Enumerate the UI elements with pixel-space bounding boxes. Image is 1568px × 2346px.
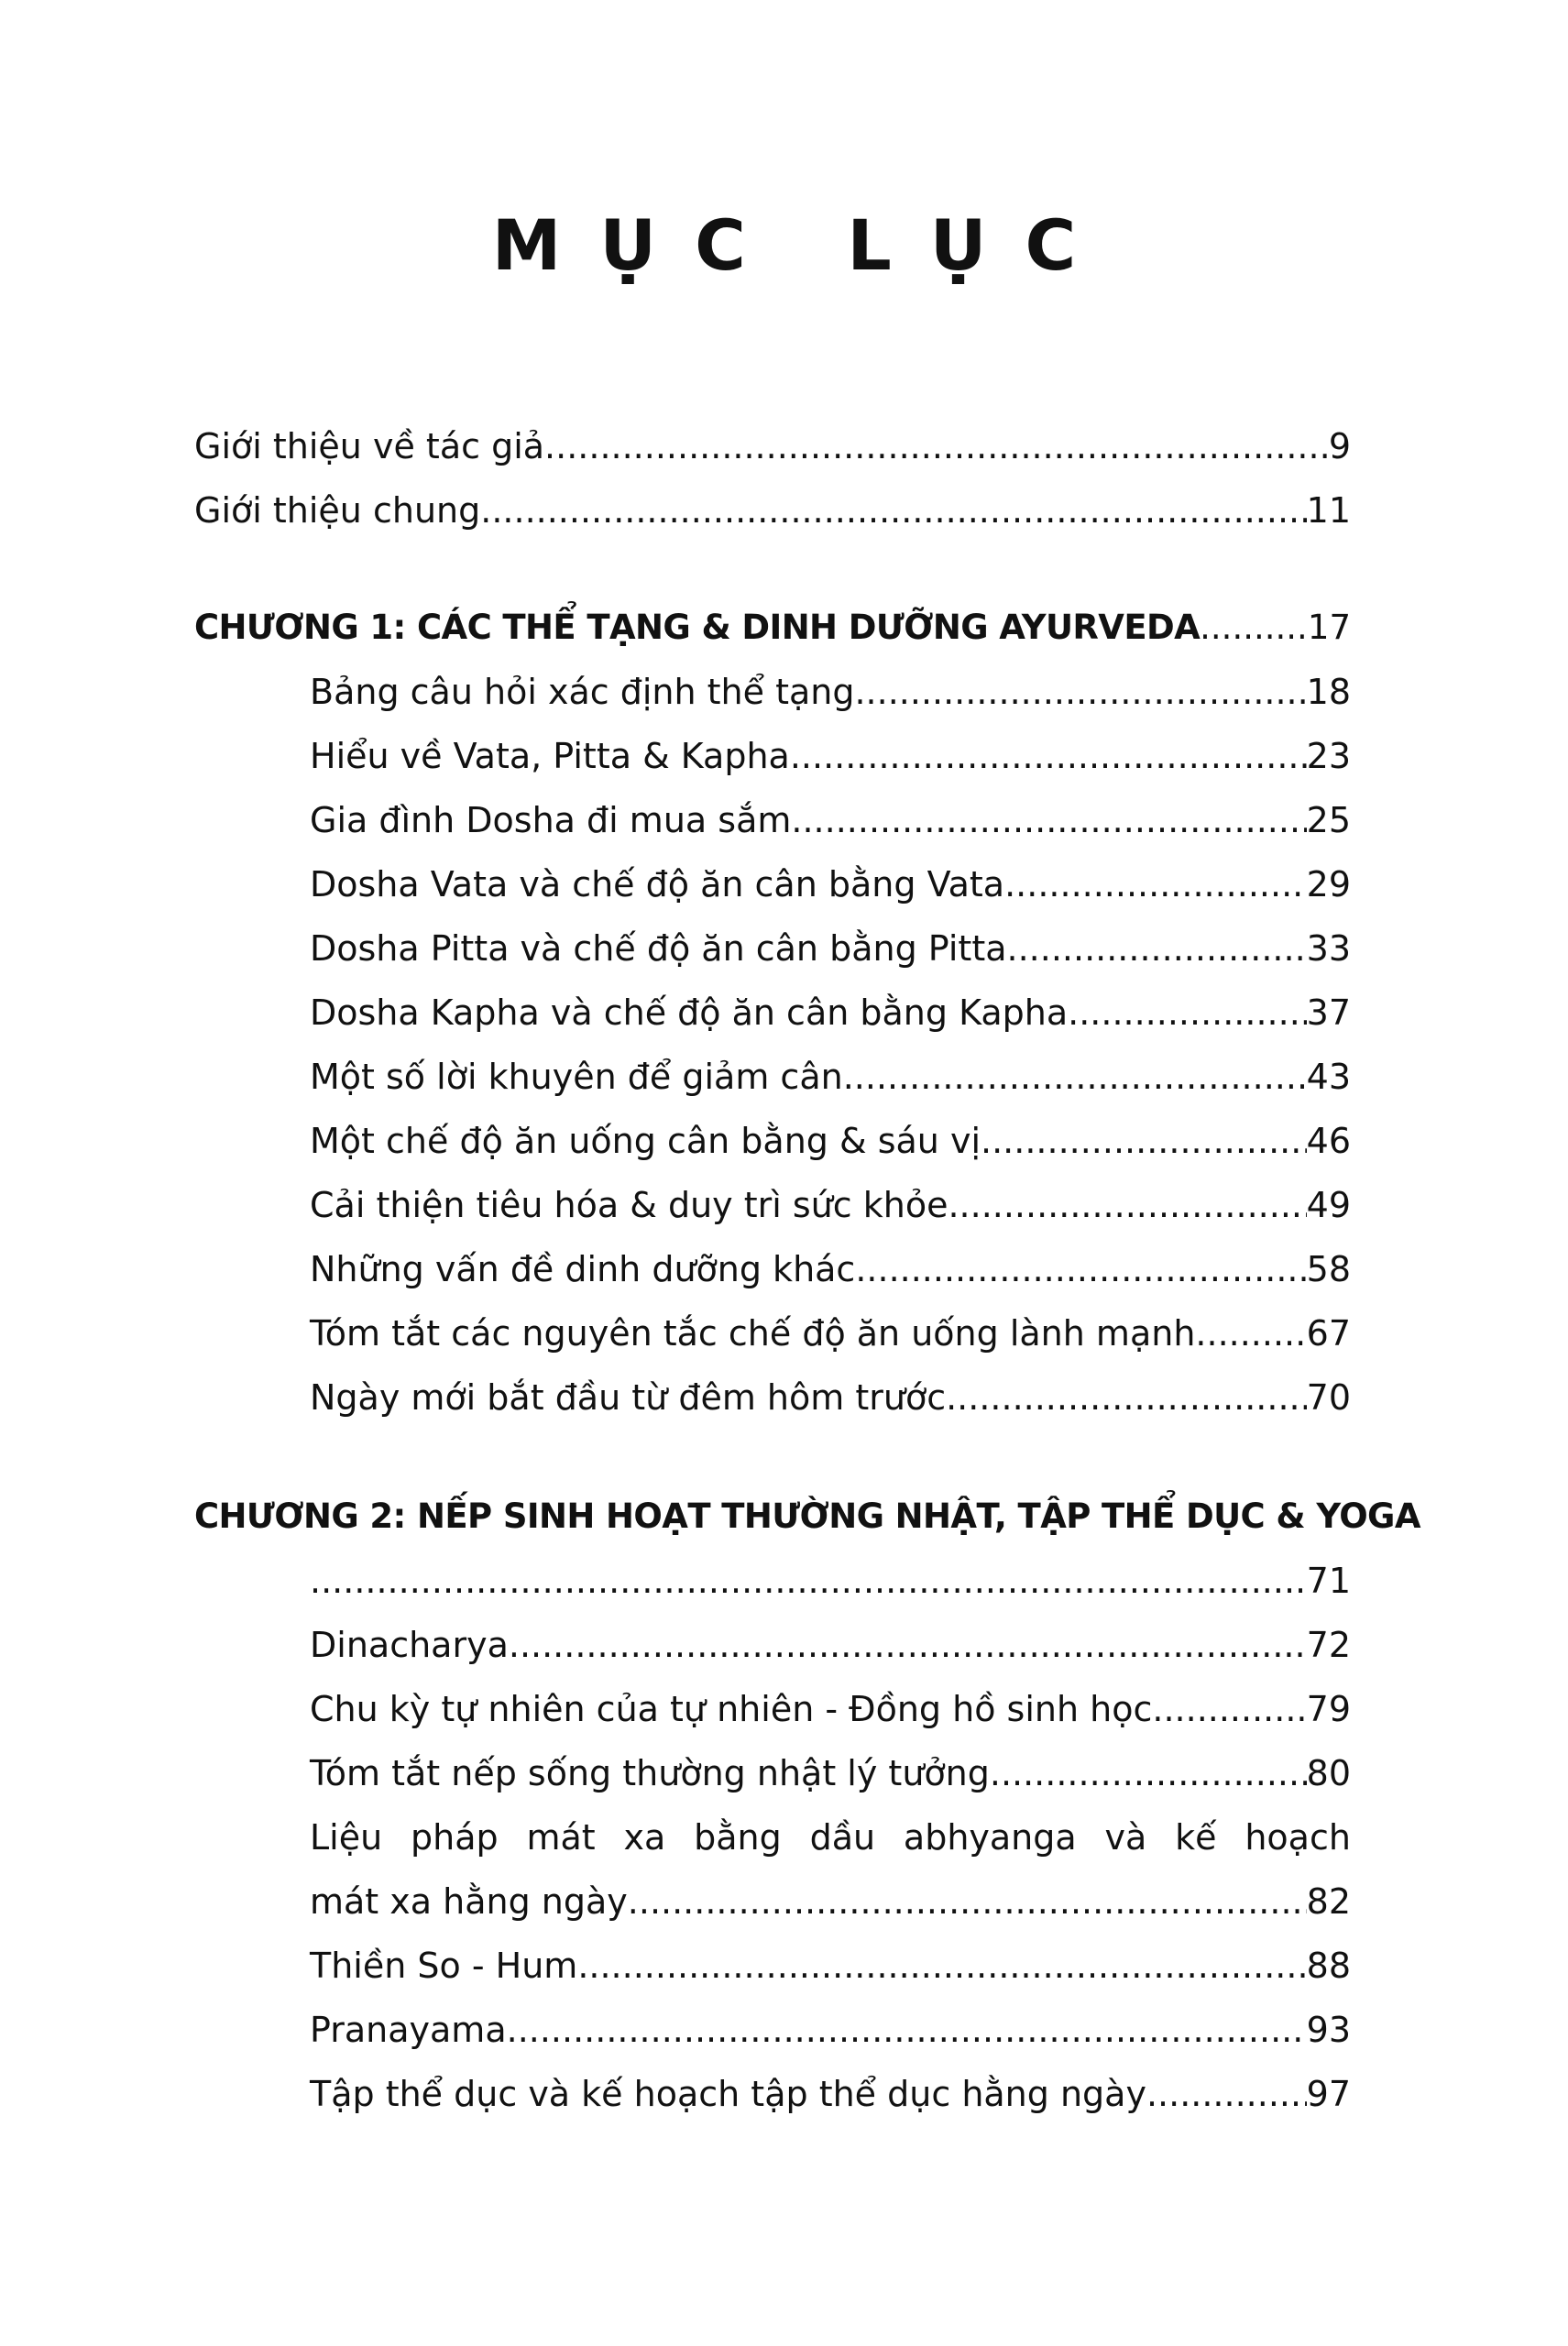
dot-leader [948,1184,1306,1226]
chapter-page: 71 [1306,1561,1351,1601]
dot-leader [1007,927,1307,970]
dot-leader [1195,1312,1306,1354]
dot-leader [628,1880,1307,1923]
toc-entry-page: 37 [1306,992,1351,1033]
toc-entry-label: Tóm tắt các nguyên tắc chế độ ăn uống lành mạnh [310,1313,1196,1354]
dot-leader [1146,2073,1307,2115]
toc-entry-page: 82 [1306,1881,1351,1922]
toc-entry-wrapped-line-2[interactable] [194,1858,1351,1923]
toc-entry-label: Những vấn đề dinh dưỡng khác [310,1249,856,1289]
dot-leader [544,425,1329,467]
word: abhyanga [903,1817,1077,1858]
dot-leader [990,1752,1307,1794]
dot-leader [480,489,1306,532]
toc-entry[interactable] [194,841,1351,905]
toc-entry-page: 70 [1306,1377,1351,1418]
toc-entry-page: 93 [1306,2010,1351,2050]
toc-entry[interactable] [194,1226,1351,1290]
toc-entry-label: Dinacharya [310,1625,509,1665]
word: và [1104,1817,1147,1858]
toc-entry-label: Thiền So - Hum [310,1946,578,1986]
dot-leader [843,1056,1307,1098]
dot-leader [1152,1688,1306,1730]
toc-entry-label: mát xa hằng ngày [310,1881,628,1922]
toc-entry[interactable] [194,467,1351,532]
toc-entry-page: 46 [1306,1121,1351,1161]
page-title: MỤC LỤC [491,204,1115,286]
toc-entry[interactable] [194,1602,1351,1666]
toc-entry[interactable] [194,1290,1351,1354]
toc-entry[interactable] [194,970,1351,1034]
dot-leader [790,735,1307,777]
toc-entry-page: 23 [1306,736,1351,776]
toc-entry-page: 33 [1306,928,1351,969]
dot-leader [1068,992,1307,1034]
dot-leader [855,1248,1306,1290]
toc-entry-label: Giới thiệu về tác giả [194,426,545,466]
chapter-title: CHƯƠNG 2: NẾP SINH HOẠT THƯỜNG NHẬT, TẬP THỂ DỤC & YOGA [194,1496,1420,1536]
toc-entry-label: Hiểu về Vata, Pitta & Kapha [310,736,790,776]
wrapped-label-line-1 [310,1794,1351,1858]
toc-entry-page: 29 [1306,864,1351,904]
toc-entry[interactable] [194,403,1351,467]
chapter-2-page-line[interactable] [194,1538,1351,1602]
toc-entry-label: Gia đình Dosha đi mua sắm [310,800,792,840]
toc-entry[interactable] [194,2051,1351,2115]
toc-entry-label: Chu kỳ tự nhiên của tự nhiên - Đồng hồ sinh học [310,1689,1153,1729]
toc-entry-page: 58 [1306,1249,1351,1289]
word: hoạch [1245,1817,1351,1858]
toc-entry-page: 18 [1306,672,1351,712]
toc-entry-page: 9 [1328,426,1351,466]
toc-entry-label: Giới thiệu chung [194,490,481,531]
toc-entry-label: Ngày mới bắt đầu từ đêm hôm trước [310,1377,947,1418]
toc-entry[interactable] [194,1162,1351,1226]
table-of-contents [194,403,1420,2115]
dot-leader [1004,863,1307,905]
dot-leader [507,2009,1307,2051]
toc-entry[interactable] [194,1098,1351,1162]
toc-entry-page: 11 [1306,490,1351,531]
toc-entry[interactable] [194,905,1351,970]
toc-entry-page: 80 [1306,1753,1351,1793]
word: bằng [694,1817,782,1858]
word: mát [526,1817,596,1858]
dot-leader [577,1945,1306,1987]
dot-leader [981,1120,1307,1162]
toc-entry-page: 25 [1306,800,1351,840]
toc-entry[interactable] [194,1354,1351,1419]
chapter-2-heading[interactable] [194,1474,1420,1538]
toc-entry-page: 67 [1306,1313,1351,1354]
toc-entry-page: 72 [1306,1625,1351,1665]
dot-leader [1200,607,1308,649]
toc-entry[interactable] [194,1730,1351,1794]
word: dầu [809,1817,876,1858]
toc-entry[interactable] [194,1666,1351,1730]
toc-entry-label: Pranayama [310,2010,507,2050]
toc-entry[interactable] [194,713,1351,777]
word: Liệu [310,1817,383,1858]
dot-leader [310,1560,1307,1602]
dot-leader [854,671,1306,713]
toc-entry-page: 49 [1306,1185,1351,1225]
toc-entry-label: Tập thể dục và kế hoạch tập thể dục hằng ngày [310,2074,1146,2114]
toc-entry-label: Một số lời khuyên để giảm cân [310,1057,843,1097]
toc-entry[interactable] [194,777,1351,841]
word: kế [1175,1817,1217,1858]
toc-entry-label: Tóm tắt nếp sống thường nhật lý tưởng [310,1753,990,1793]
chapter-title: CHƯƠNG 1: CÁC THỂ TẠNG & DINH DƯỠNG AYURVEDA [194,608,1201,647]
toc-entry-label: Dosha Vata và chế độ ăn cân bằng Vata [310,864,1005,904]
dot-leader [791,799,1306,841]
toc-entry[interactable] [194,1987,1351,2051]
toc-entry[interactable] [194,1923,1351,1987]
toc-entry-page: 43 [1306,1057,1351,1097]
chapter-page: 17 [1307,608,1351,647]
toc-entry-label: Dosha Kapha và chế độ ăn cân bằng Kapha [310,992,1069,1033]
toc-entry-wrapped[interactable] [194,1794,1351,1858]
toc-entry-label: Dosha Pitta và chế độ ăn cân bằng Pitta [310,928,1007,969]
dot-leader [946,1376,1307,1419]
dot-leader [509,1624,1307,1666]
toc-entry-label: Bảng câu hỏi xác định thể tạng [310,672,855,712]
toc-entry[interactable] [194,1034,1351,1098]
toc-entry-label: Cải thiện tiêu hóa & duy trì sức khỏe [310,1185,948,1225]
toc-entry-page: 88 [1306,1946,1351,1986]
toc-entry-page: 97 [1306,2074,1351,2114]
word: xa [623,1817,666,1858]
toc-entry-page: 79 [1306,1689,1351,1729]
toc-entry[interactable] [194,649,1351,713]
chapter-1-heading[interactable] [194,585,1351,649]
word: pháp [411,1817,499,1858]
toc-entry-label: Một chế độ ăn uống cân bằng & sáu vị [310,1121,981,1161]
